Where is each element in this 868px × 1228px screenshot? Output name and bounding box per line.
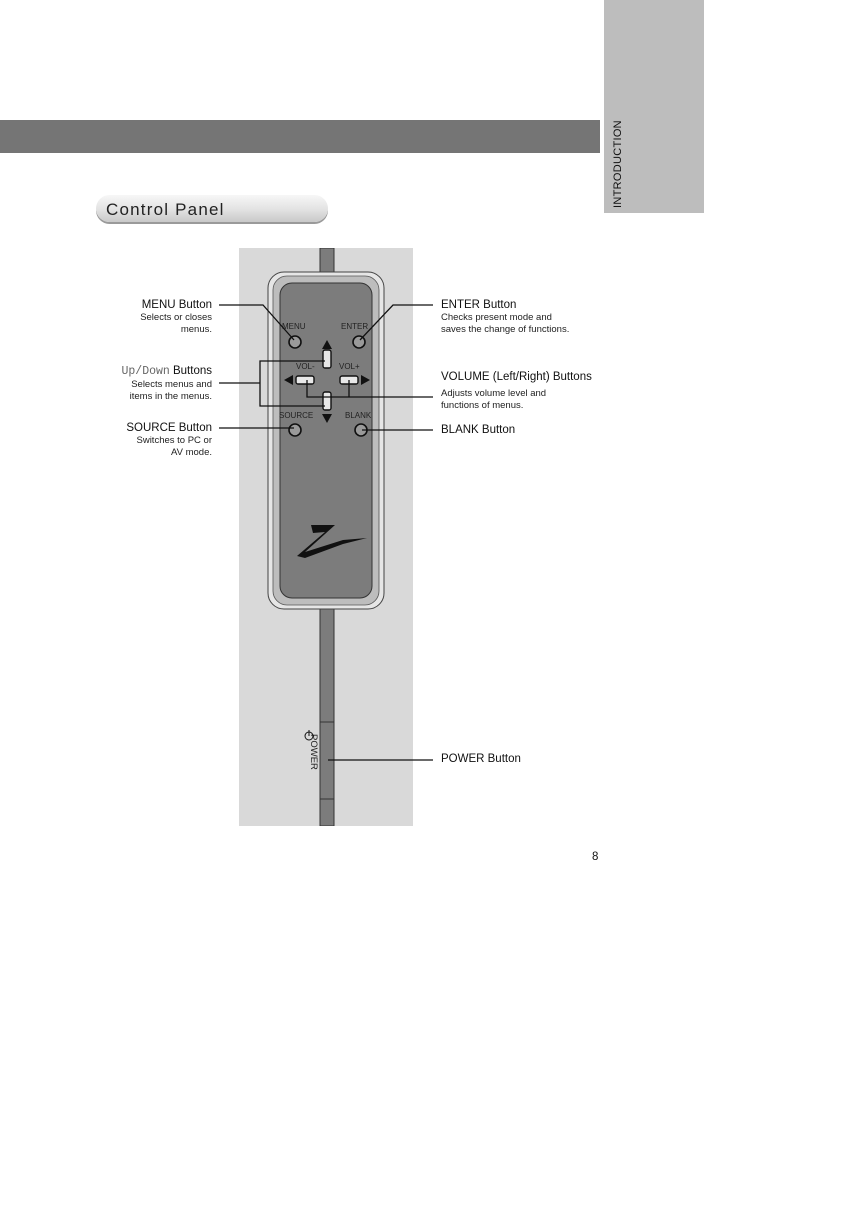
callout-enter: [441, 298, 601, 335]
up-button[interactable]: [323, 350, 331, 368]
bottom-stem: [320, 608, 334, 826]
side-tab: [604, 0, 704, 213]
header-band: [0, 120, 600, 153]
blank-label: BLANK: [345, 411, 372, 420]
callout-updown-desc-2: items in the menus.: [129, 390, 212, 402]
side-tab-label: [612, 118, 632, 208]
callout-updown-desc-1: Selects menus and: [131, 379, 212, 390]
source-label: SOURCE: [279, 411, 314, 420]
callout-updown-title-rest: Buttons: [169, 365, 212, 377]
side-tab-text: INTRODUCTION: [612, 120, 624, 208]
callout-updown-title-mono: Up/Down: [121, 365, 170, 378]
enter-button[interactable]: [353, 336, 365, 348]
callout-updown: [92, 364, 212, 402]
callout-volume-desc-2: functions of menus.: [441, 399, 524, 411]
callout-menu-title: MENU Button: [141, 299, 212, 311]
control-panel-svg: [239, 248, 413, 826]
menu-button[interactable]: [289, 336, 301, 348]
power-label: POWER: [308, 734, 319, 770]
callout-volume: [441, 370, 601, 411]
callout-source-title: SOURCE Button: [126, 422, 212, 434]
callout-source-desc-2: AV mode.: [170, 446, 212, 458]
callout-blank: [441, 423, 515, 437]
callout-power: [441, 752, 521, 766]
enter-label: ENTER: [341, 322, 369, 331]
callout-enter-desc-1: Checks present mode and: [441, 312, 552, 323]
callout-enter-desc-2: saves the change of functions.: [441, 323, 570, 335]
callout-source-desc-1: Switches to PC or: [136, 435, 212, 446]
callout-menu: [100, 298, 212, 335]
callout-enter-title: ENTER Button: [441, 299, 517, 311]
page-number: 8: [592, 851, 599, 863]
callout-volume-desc-1: Adjusts volume level and: [441, 388, 547, 399]
blank-button[interactable]: [355, 424, 367, 436]
callout-menu-desc-2: menus.: [180, 323, 212, 335]
down-button[interactable]: [323, 392, 331, 410]
control-panel-illustration: [239, 248, 413, 826]
source-button[interactable]: [289, 424, 301, 436]
vol-plus-button[interactable]: [340, 376, 358, 384]
callout-blank-title: BLANK Button: [441, 424, 516, 436]
vol-minus-button[interactable]: [296, 376, 314, 384]
vol-plus-label: VOL+: [339, 362, 360, 371]
callout-source: [100, 421, 212, 458]
section-title: Control Panel: [106, 200, 225, 219]
power-label-group: [308, 734, 319, 770]
callout-volume-title: VOLUME (Left/Right) Buttons: [441, 371, 592, 383]
callout-power-title: POWER Button: [441, 753, 521, 765]
menu-label: MENU: [282, 322, 306, 331]
callout-menu-desc-1: Selects or closes: [140, 312, 212, 323]
callout-updown-title: [92, 364, 212, 379]
vol-minus-label: VOL-: [296, 362, 315, 371]
